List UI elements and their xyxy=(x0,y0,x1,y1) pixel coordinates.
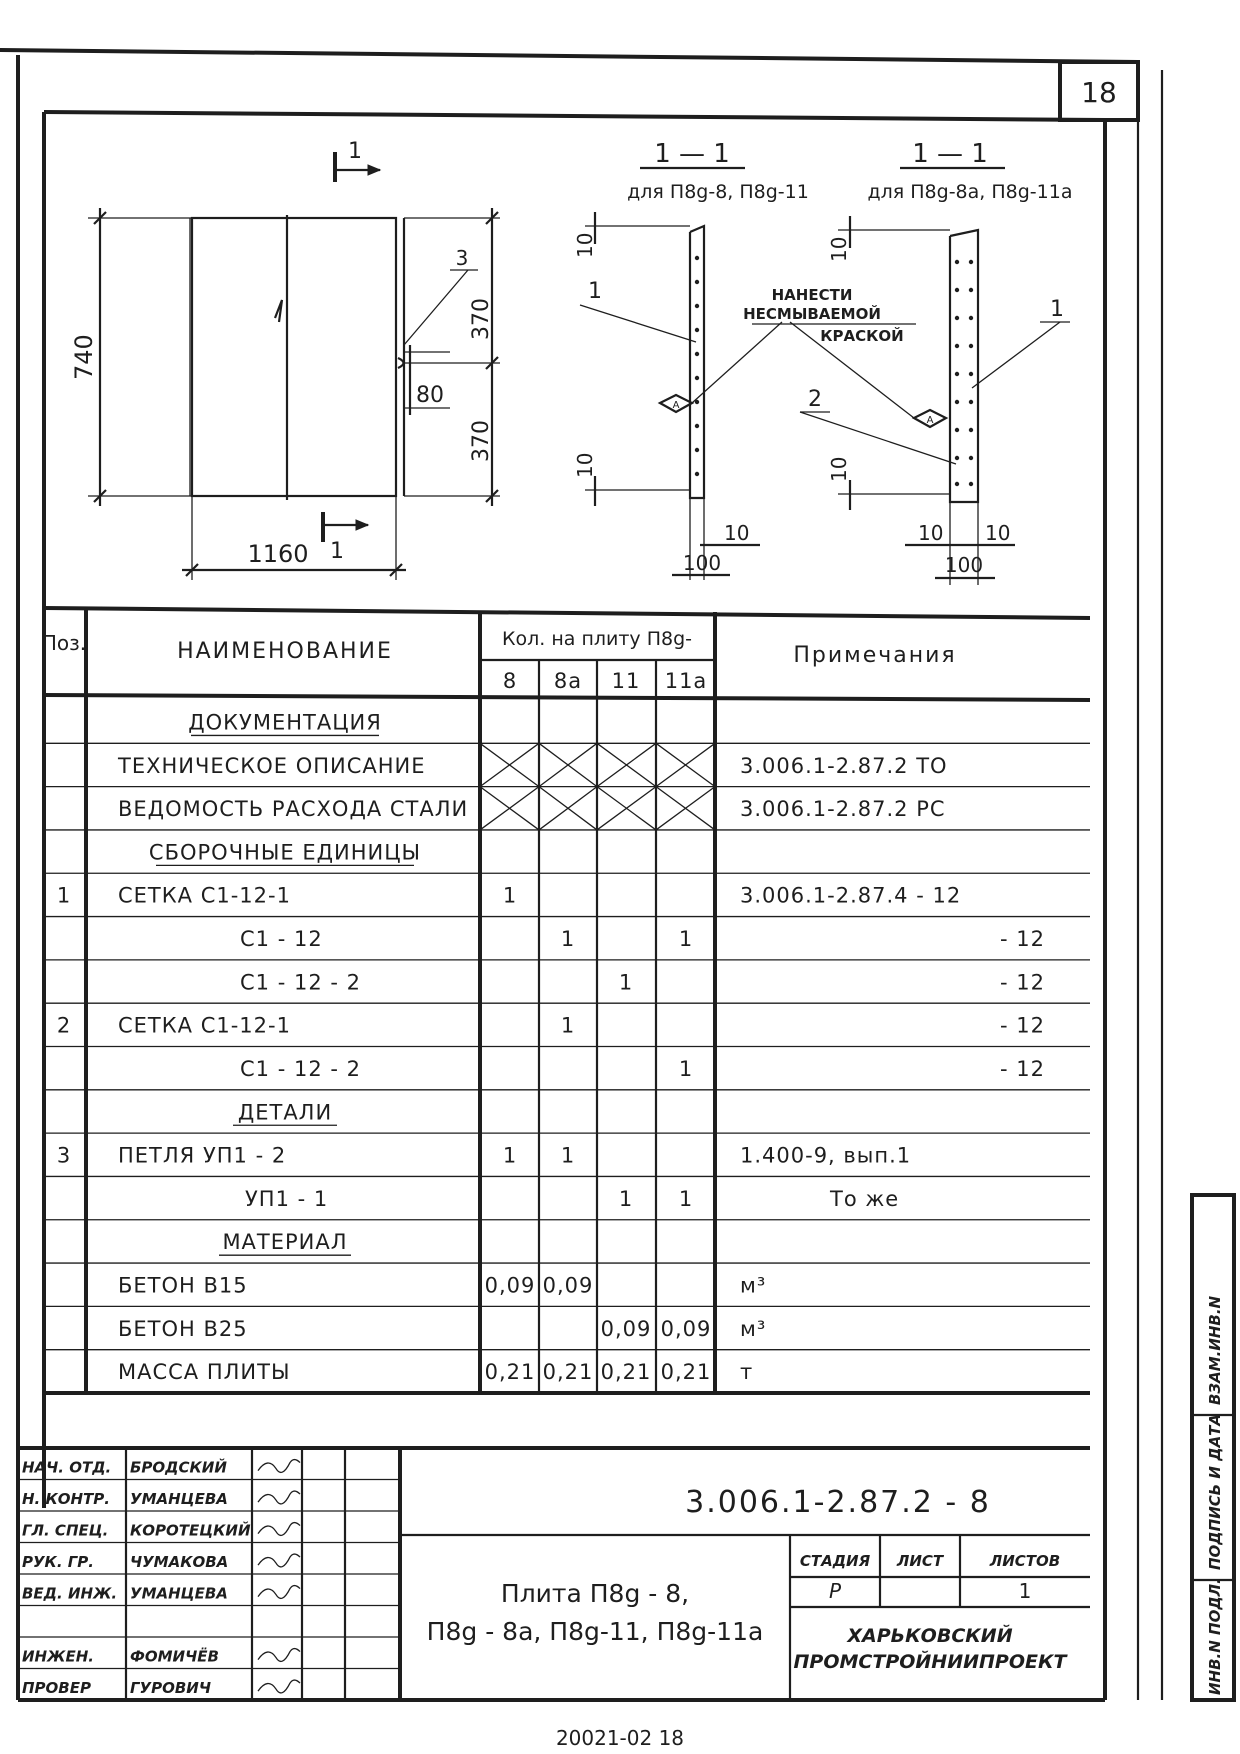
row-qty: 1 xyxy=(678,1186,694,1211)
org-line1: ХАРЬКОВСКИЙ xyxy=(847,1625,1013,1647)
row-qty: 0,21 xyxy=(542,1360,594,1385)
sheets-value: 1 xyxy=(1018,1579,1032,1603)
dim-bottom-half: 370 xyxy=(469,420,494,462)
dim-width: 1160 xyxy=(247,540,309,568)
signature-scribble xyxy=(258,1491,300,1504)
row-qty: 0,09 xyxy=(660,1316,712,1341)
row-name: С1 - 12 - 2 xyxy=(240,1056,361,1081)
side-stamp-vzam: ВЗАМ.ИНВ.N xyxy=(1206,1295,1224,1405)
row-name: БЕТОН В25 xyxy=(118,1316,248,1341)
row-qty: 0,21 xyxy=(600,1360,652,1385)
section-a xyxy=(573,139,809,580)
section-b-subtitle: для П8g-8а, П8g-11а xyxy=(867,181,1073,203)
row-name: СЕТКА С1-12-1 xyxy=(118,883,291,908)
spec-rows xyxy=(44,710,1090,1384)
section-a-mesh-dots xyxy=(695,256,699,476)
section-b-dim-bottom: 10 xyxy=(827,456,851,482)
spec-table xyxy=(42,608,1090,1393)
hdr-qty-11: 11 xyxy=(611,669,641,693)
sig-name: КОРОТЕЦКИЙ xyxy=(130,1521,251,1540)
loop-callout: 3 xyxy=(455,246,469,270)
sig-name: БРОДСКИЙ xyxy=(130,1458,227,1477)
title-line1: Плита П8g - 8, xyxy=(500,1579,690,1608)
sheet-header: ЛИСТ xyxy=(896,1552,944,1570)
section-b-callout-mesh-2: 2 xyxy=(808,387,822,412)
section-b-mesh-dots xyxy=(955,260,973,486)
paint-marker-a-label: А xyxy=(672,400,680,411)
section-b-dim-thickness: 100 xyxy=(944,553,984,577)
side-stamp-inv: ИНВ.N ПОДЛ. xyxy=(1206,1578,1224,1695)
designation: 3.006.1-2.87.2 - 8 xyxy=(685,1485,991,1520)
stage-header: СТАДИЯ xyxy=(799,1552,871,1570)
sig-role: РУК. ГР. xyxy=(22,1553,94,1572)
row-name: ДЕТАЛИ xyxy=(237,1100,333,1125)
row-note: 3.006.1-2.87.2 ТО xyxy=(740,753,948,778)
section-a-slab xyxy=(690,226,704,498)
row-qty: 1 xyxy=(560,927,576,952)
sig-name: ГУРОВИЧ xyxy=(130,1679,211,1698)
row-qty: 1 xyxy=(560,1013,576,1038)
row-qty: 0,21 xyxy=(660,1360,712,1385)
stage-value: Р xyxy=(828,1579,842,1603)
row-name: БЕТОН В15 xyxy=(118,1273,248,1298)
paint-marker-b-label: А xyxy=(926,415,934,426)
frame-top-outer xyxy=(0,50,1138,62)
sig-name: ЧУМАКОВА xyxy=(130,1553,229,1572)
row-qty: 0,09 xyxy=(600,1316,652,1341)
row-note: 3.006.1-2.87.4 - 12 xyxy=(740,883,962,908)
row-name: СБОРОЧНЫЕ ЕДИНИЦЫ xyxy=(148,840,422,865)
signature-rows xyxy=(18,1458,400,1698)
row-note: То же xyxy=(830,1186,900,1211)
org-line2: ПРОМСТРОЙНИИПРОЕКТ xyxy=(793,1651,1067,1673)
paint-note-line2: НЕСМЫВАЕМОЙ xyxy=(743,305,881,323)
section-a-subtitle: для П8g-8, П8g-11 xyxy=(627,181,809,203)
title-block xyxy=(18,1448,1090,1700)
signature-scribble xyxy=(258,1680,300,1693)
signature-scribble xyxy=(258,1586,300,1599)
section-a-dim-cover: 10 xyxy=(724,521,750,545)
row-name: С1 - 12 - 2 xyxy=(240,970,361,995)
section-a-dim-thickness: 100 xyxy=(682,551,722,575)
frame-top xyxy=(44,112,1105,120)
section-b-dim-cover-left: 10 xyxy=(918,521,944,545)
hdr-qty-8: 8 xyxy=(502,669,518,693)
dim-top-half: 370 xyxy=(469,298,494,340)
row-qty: 1 xyxy=(678,927,694,952)
row-note: м³ xyxy=(740,1316,767,1341)
paint-note xyxy=(743,286,916,345)
section-b-callout-mesh-1: 1 xyxy=(1050,297,1064,322)
sheets-header: ЛИСТОВ xyxy=(989,1552,1061,1570)
row-note: - 12 xyxy=(1000,1013,1045,1038)
signature-scribble xyxy=(258,1649,300,1662)
row-name: СЕТКА С1-12-1 xyxy=(118,1013,291,1038)
hdr-pos: Поз. xyxy=(41,631,87,655)
loop-mark xyxy=(398,358,404,368)
signature-scribble xyxy=(258,1523,300,1536)
row-qty: 1 xyxy=(618,970,634,995)
row-pos: 2 xyxy=(56,1013,72,1038)
row-qty: 1 xyxy=(502,1143,518,1168)
section-b xyxy=(790,139,1072,585)
row-note: 3.006.1-2.87.2 РС xyxy=(740,797,946,822)
sig-role: ВЕД. ИНЖ. xyxy=(22,1584,118,1603)
row-note: м³ xyxy=(740,1273,767,1298)
row-note: 1.400-9, вып.1 xyxy=(740,1143,912,1168)
row-name: МАССА ПЛИТЫ xyxy=(118,1360,291,1385)
section-a-dim-bottom: 10 xyxy=(573,452,597,478)
bottom-stamp: 20021-02 18 xyxy=(555,1726,685,1750)
row-name: МАТЕРИАЛ xyxy=(222,1230,348,1255)
row-qty: 1 xyxy=(502,883,518,908)
hdr-name: НАИМЕНОВАНИЕ xyxy=(177,639,393,664)
sig-name: УМАНЦЕВА xyxy=(130,1584,228,1603)
signature-scribble xyxy=(258,1460,300,1473)
row-name: С1 - 12 xyxy=(240,927,323,952)
plan-view xyxy=(70,139,500,580)
row-note: - 12 xyxy=(1000,1056,1045,1081)
slab-outline xyxy=(192,218,396,496)
hdr-qty-group: Кол. на плиту П8g- xyxy=(502,628,692,650)
sig-role: ПРОВЕР xyxy=(22,1679,91,1698)
paint-note-line3: КРАСКОЙ xyxy=(820,327,904,345)
sig-role: ГЛ. СПЕЦ. xyxy=(22,1521,109,1540)
signature-scribble xyxy=(258,1554,300,1567)
row-qty: 1 xyxy=(678,1056,694,1081)
section-mark-top: 1 xyxy=(348,139,362,164)
row-note: - 12 xyxy=(1000,927,1045,952)
sig-name: ФОМИЧЁВ xyxy=(130,1647,219,1666)
section-b-dim-cover-right: 10 xyxy=(985,521,1011,545)
hdr-qty-8a: 8а xyxy=(553,669,583,693)
row-qty: 1 xyxy=(618,1186,634,1211)
row-qty: 1 xyxy=(560,1143,576,1168)
sig-name: УМАНЦЕВА xyxy=(130,1490,228,1509)
section-b-slab xyxy=(950,230,978,502)
row-pos: 1 xyxy=(56,883,72,908)
sig-role: Н. КОНТР. xyxy=(22,1490,110,1509)
row-name: УП1 - 1 xyxy=(245,1186,329,1211)
row-name: ТЕХНИЧЕСКОЕ ОПИСАНИЕ xyxy=(118,753,426,778)
dim-height: 740 xyxy=(70,334,98,380)
section-mark-bottom: 1 xyxy=(330,539,344,564)
section-a-callout-mesh: 1 xyxy=(588,279,602,304)
hdr-note: Примечания xyxy=(793,643,957,668)
row-qty: 0,09 xyxy=(542,1273,594,1298)
row-qty: 0,09 xyxy=(484,1273,536,1298)
sig-role: НАЧ. ОТД. xyxy=(22,1458,112,1477)
sheet-number: 18 xyxy=(1081,76,1117,109)
row-name: ВЕДОМОСТЬ РАСХОДА СТАЛИ xyxy=(118,797,469,822)
dim-loop: 80 xyxy=(416,383,444,408)
title-line2: П8g - 8а, П8g-11, П8g-11а xyxy=(426,1617,764,1646)
row-pos: 3 xyxy=(56,1143,72,1168)
row-note: т xyxy=(740,1360,754,1385)
row-qty: 0,21 xyxy=(484,1360,536,1385)
side-stamp-sign: ПОДПИСЬ И ДАТА xyxy=(1206,1413,1224,1570)
section-b-title: 1 — 1 xyxy=(912,139,988,169)
section-a-dim-top: 10 xyxy=(573,232,597,258)
row-name: ПЕТЛЯ УП1 - 2 xyxy=(118,1143,287,1168)
row-note: - 12 xyxy=(1000,970,1045,995)
section-a-title: 1 — 1 xyxy=(654,139,730,169)
paint-note-line1: НАНЕСТИ xyxy=(771,286,853,304)
hdr-qty-11a: 11а xyxy=(664,669,708,693)
row-name: ДОКУМЕНТАЦИЯ xyxy=(188,710,382,735)
sig-role: ИНЖЕН. xyxy=(22,1647,94,1666)
section-b-dim-top: 10 xyxy=(827,236,851,262)
